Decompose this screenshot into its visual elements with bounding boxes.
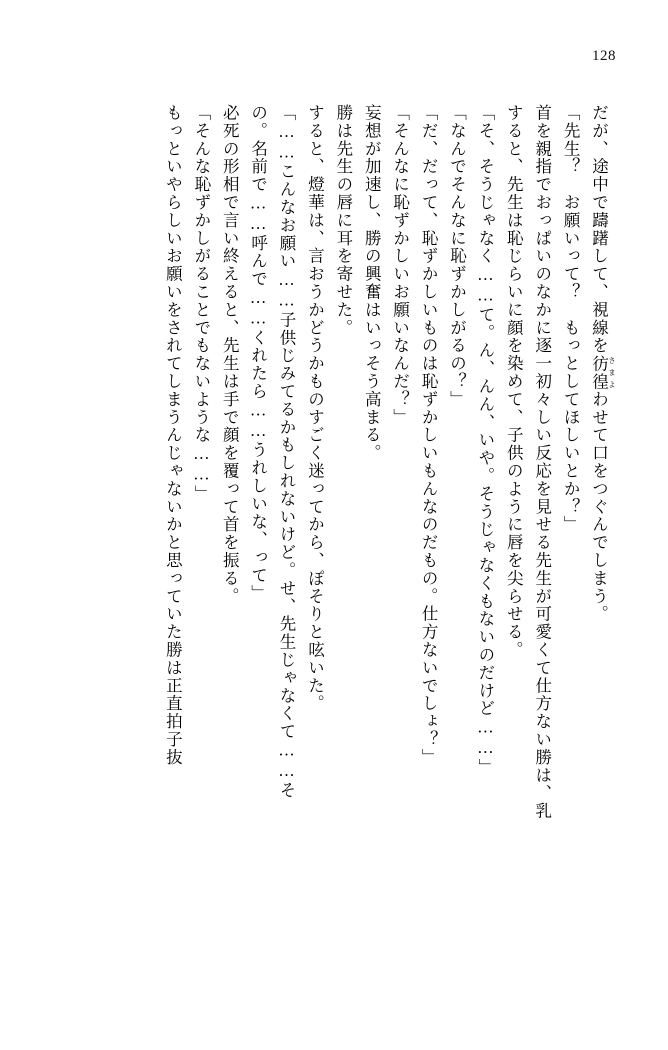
text-line: 「先生？ お願いって？ もっとしてほしいとか？」 bbox=[561, 104, 581, 534]
text-line: 妄想が加速し、勝の興奮はいっそう高まる。 bbox=[362, 104, 382, 462]
page-number: 128 bbox=[592, 48, 616, 64]
text-line: の。名前で……呼んで……くれたら……うれしいな、って」 bbox=[248, 104, 268, 603]
text-line: 「だ、だって、恥ずかしいものは恥ずかしいもんなのだもの。仕方ないでしょ？」 bbox=[419, 104, 439, 767]
text-line: 「そ、そうじゃなく……て。ん、んん、いや。そうじゃなくもないのだけど……」 bbox=[475, 104, 495, 777]
text-line: 「そんな恥ずかしがることでもないような……」 bbox=[191, 104, 211, 503]
text-line: 「そんなに恥ずかしいお願いなんだ？」 bbox=[390, 104, 410, 427]
text-line: 勝は先生の唇に耳を寄せた。 bbox=[333, 104, 353, 337]
text-line: 「……こんなお願い……子供じみてるかもしれないけど。せ、先生じゃなくて……そ bbox=[277, 104, 297, 800]
text-line: 首を親指でおっぱいのなかに逐一初々しい反応を見せる先生が可愛くて仕方ない勝は、乳 bbox=[532, 104, 552, 820]
text-line: 必死の形相で言い終えると、先生は手で顔を覆って首を振る。 bbox=[220, 104, 240, 606]
text-line: すると、燈華は、言おうかどうかものすごく迷ってから、ぽそりと呟いた。 bbox=[305, 104, 325, 713]
ruby-samayo: 彷徨 さまよ bbox=[589, 354, 616, 391]
text-line: すると、先生は恥じらいに顔を染めて、子供のように唇を尖らせる。 bbox=[504, 104, 524, 659]
page-body-text bbox=[46, 104, 616, 1022]
text-line: 「なんでそんなに恥ずかしがるの？」 bbox=[447, 104, 467, 409]
text-line: だが、途中で躊躇して、視線を彷徨 さまよわせて口をつぐんでしまう。 bbox=[589, 104, 616, 624]
text-line: もっといやらしいお願いをされてしまうんじゃないかと思っていた勝は正直拍子抜 bbox=[163, 104, 183, 767]
